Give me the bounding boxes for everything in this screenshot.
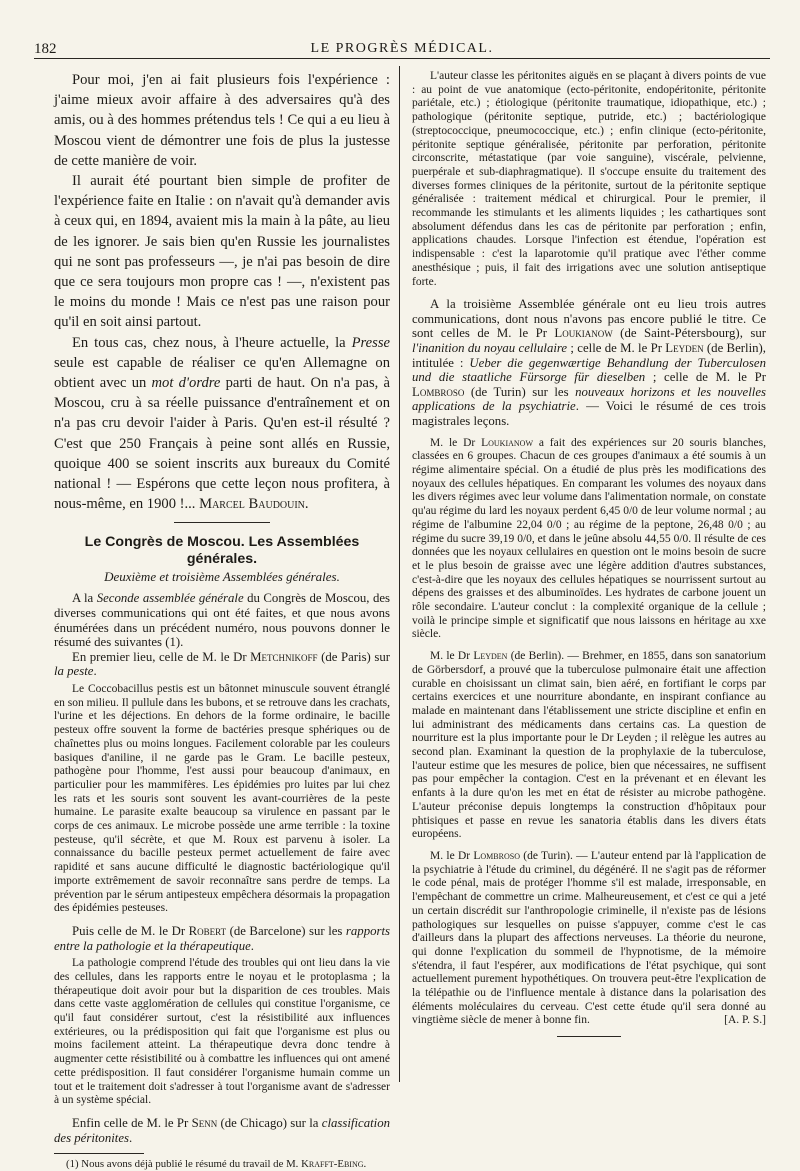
metchnikoff-paragraph: En premier lieu, celle de M. le Dr Metchnikoff (de Paris) sur la peste. <box>54 649 390 679</box>
section-subtitle: Deuxième et troisième Assemblées générales. <box>104 569 340 585</box>
section-rule <box>174 522 270 523</box>
peritonites-summary: L'auteur classe les péritonites aiguës en se plaçant à divers points de vue : au point de vue anatomique (ecto-péritonite, endopéritonite, péritonite pariétale, etc.) ; étiologique (péritonite traumatique, idiopathique, etc.) ; pathologique (péritonite septique, putride, etc.) ; bactériologique (streptococcique, pneumococcique, etc.) ; enfin clinique (ecto-péritonite, péritonite septique généralisée, péritonite par perforation, péritonite circonscrite, métastatique (par voie sanguine), viscérale, pelvienne, puerpérale et sub-diaphragmatique). Il s'occupe ensuite du traitement des diverses formes cliniques de la péritonite, surtout de la péritonite septique généralisée : traitement médical et chirurgical. Pour le premier, il recommande les stimulants et les aliments liquides ; les cathartiques sont absolument défendus dans les cas de péritonite par perforation ; enfin, applications chaudes. Lorsque l'infection est étendue, l'opération est indispensable : c'est la laparotomie qu'il pratique avec l'éther comme anesthésique ; puis, il fait des irrigations avec une solution antiseptique forte. <box>412 70 766 288</box>
footnote-rule <box>54 1153 144 1154</box>
intro-paragraph-last: En tous cas, chez nous, à l'heure actuelle, la Presse seule est capable de réaliser ce qu'en Allemagne on obtient avec un mot d'ordre parti de haut. On n'a pas, à Moscou, cru à sa réelle puissance d'entraînement et on n'a pas cru devoir l'aider à Paris. Qu'en est-il résulté ? C'est que 250 Français à peine sont allés en Russie, quoique 400 se soient inscrits aux bureaux du Comité national ! — Espérons que cette leçon nous profitera, à nous-même, en 1900 !... Marcel Baudouin. <box>54 334 390 513</box>
page-header <box>34 38 770 59</box>
section-title: Le Congrès de Moscou. Les Assemblées générales. <box>84 534 360 567</box>
footnote: (1) Nous avons déjà publié le résumé du travail de M. Krafft-Ebing. <box>66 1158 367 1171</box>
page-number: 182 <box>34 41 57 57</box>
end-rule <box>557 1036 621 1037</box>
signature: Marcel Baudouin. <box>199 496 309 513</box>
leyden-summary: M. le Dr Leyden (de Berlin). — Brehmer, en 1855, dans son sanatorium de Görbersdorf, a prouvé que la tuberculose pulmonaire était une affection curable en choisissant un climat sain, bien aéré, en fortifiant le corps par certains exercices et une nourriture abondante, en inspirant confiance au malade en maintenant dans l'établissement une stricte discipline et enfin en lui administrant des médicaments dans certains cas. La question de nourriture est la plus importante pour le Dr Leyden ; il relègue les autres au second plan. Examinant la question de la prophylaxie de la tuberculose, l'auteur estime que les mesures de police, bien que nécessaires, ne suffisent pas pour empêcher la contagion. C'est en la prévenant et en élevant les enfants à la dure qu'on les met en état de résister au microbe pathogène. L'auteur préconise depuis longtemps la construction d'hôpitaux pour phtisiques et passe en revue les sanatoria établis dans les divers états européens. <box>412 650 766 841</box>
right-column <box>412 70 766 1037</box>
robert-paragraph: Puis celle de M. le Dr Robert (de Barcelone) sur les rapports entre la pathologie et la thérapeutique. <box>54 923 391 953</box>
assemblee-paragraph: A la Seconde assemblée générale du Congrès de Moscou, des diverses communications qui ont été faites, et que nous avons énumérées dans un précédent numéro, nous pouvons donner le résumé des suivantes (1). <box>54 591 391 650</box>
intro-paragraph: Il aurait été pourtant bien simple de profiter de l'expérience faite en Italie : on n'avait qu'à demander avis à ceux qui, en 1894, avaient mis la main à la pâte, au lieu de les ignorer. Je sais bien qu'en Russie les journalistes qui ne sont pas professeurs —, je n'ai pas besoin de dire que ce sera toujours mon propre cas ! —, n'existent pas le moins du monde ! Mais ce n'est pas une raison pour qu'il en soit ainsi partout. <box>54 173 390 331</box>
loukianow-summary: M. le Dr Loukianow a fait des expériences sur 20 souris blanches, classées en 6 groupes. Chacun de ces groupes d'animaux a été soumis à un régime alimentaire spécial. On a étudié de plus près les modifications des noyaux des cellules hépatiques. En comparant les volumes des noyaux dans les divers régimes avec leur volume dans l'alimentation normale, on constate qu'au régime du lard les noyaux perdent 6,45 0/0 de leur volume normal ; au régime de l'albumine 22,04 0/0 ; au régime de la peptone, 26,48 0/0 ; au régime du sucre 39,19 0/0, et dans le jeûne absolu 44,55 0/0. Il résulte de ces données que les noyaux cellulaires en question ont le moins besoin de sucre et le plus besoin de graisse avec une légère addition d'autres substances, c'est-à-dire que les noyaux des cellules hépatiques se nourrissent surtout au dépens des graisses et des albuminoïdes. Les hydrates de carbone jouent un rôle secondaire. L'auteur conclut : la complexité organique de la cellule ; voilà le principe simple et significatif que nous laissons en héritage au xxe siècle. <box>412 436 766 641</box>
pathologie-summary: La pathologie comprend l'étude des troubles qui ont lieu dans la vie des cellules, dans les rapports entre le noyau et le protoplasma ; la thérapeutique doit avoir pour but la disparition de ces troubles. Mais dans cette vaste agglomération de cellules qui constitue l'organisme, ce qu'il faut considérer surtout, c'est la résistibilité aux influences extérieures, ou la prédisposition qui fait que l'organisme est plus ou moins facilement atteint. La thérapeutique devra donc tendre à augmenter cette résistibilité ou à combattre les influences qui ont amené cette prédisposition. Il faut considérer l'organisme humain comme un tout et le traitement doit s'adresser à tout l'organisme avant de s'adresser à un système spécial. <box>54 957 390 1107</box>
intro-paragraph: Pour moi, j'en ai fait plusieurs fois l'expérience : j'aime mieux avoir affaire à des adversaires qu'à des amis, ou à des hommes prétendus tels ! Ce qui a eu lieu à Moscou vient de démontrer une fois de plus la justesse de cette manière de voir. <box>54 72 390 169</box>
troisieme-assemblee-paragraph: A la troisième Assemblée générale ont eu lieu trois autres communications, dont nous n'avons pas encore publié le titre. Ce sont celles de M. le Pr Loukianow (de Saint-Pétersbourg), sur l'inanition du noyau cellulaire ; celle de M. le Pr Leyden (de Berlin), intitulée : Ueber die gegenwærtige Behandlung der Tuberculosen und die staatliche Fürsorge für dieselben ; celle de M. le Pr Lombroso (de Turin) sur les nouveaux horizons et les nouvelles applications de la psychiatrie. — Voici le résumé de ces trois magistrales leçons. <box>412 297 767 428</box>
signature: [A. P. S.] <box>724 1014 766 1027</box>
lombroso-summary: M. le Dr Lombroso (de Turin). — L'auteur entend par là l'application de la psychiatrie à l'étude du criminel, du dégénéré. Il ne s'agit pas de réformer le code pénal, mais de protéger l'homme s'il est malade, irresponsable, en l'empêchant de commettre un crime. Malheureusement, et c'est ce qui a jeté un certain discrédit sur l'anthropologie criminelle, il n'existe pas de lésions pathologiques sur lesquelles on puisse s'appuyer, comme c'est le cas d'ailleurs dans la plupart des affections nerveuses. La théorie du neurone, qui donne l'explication du sommeil de l'hypnotisme, de la mémoire s'étendra, il faut l'espérer, aux modifications de l'état psychique, qui sont actuellement purement hypothétiques. On trouvera peut-être l'explication de la télépathie ou de l'influence mentale à distance dans la polarisation des éléments moléculaires du cerveau. C'est cette étude qu'il sera donné au vingtième siècle de mener à bonne fin. [A. P. S.] <box>412 849 766 1027</box>
running-title: LE PROGRÈS MÉDICAL. <box>310 41 494 56</box>
peste-summary: Le Coccobacillus pestis est un bâtonnet minuscule souvent étranglé en son milieu. Il pullule dans les bubons, et se retrouve dans les crachats, l'urine et les déjections. En dehors de la forme ordinaire, le bacille pesteux offre souvent la forme de bactéries presque sphériques ou de chaînettes plus ou moins longues. Facilement colorable par les couleurs basiques d'aniline, il ne garde pas le Gram. Le bacille pesteux, pathogène pour l'homme, l'est aussi pour beaucoup d'animaux, en particulier pour les mammifères. Les épidémies pro luites par lui chez les rats et les souris sont souvent les avant-courrières de la peste humaine. Le parasite exalte beaucoup sa virulence en passant par le corps de ces animaux. Le microbe possède une arme terrible : la toxine pesteuse, qu'il sécrète, et que M. Roux est parvenu à isoler. La connaissance du bacille pesteux permet actuellement de faire avec rapidité et sans aucune difficulté le diagnostic bactériologique qu'il importe extrêmement de savoir reconnaître sans perdre de temps. La prévention par le sérum antipesteux empêchera désormais la propagation des épidémies pesteuses. <box>54 683 390 915</box>
senn-paragraph: Enfin celle de M. le Pr Senn (de Chicago) sur la classification des péritonites. <box>54 1115 391 1145</box>
column-divider <box>399 66 400 1082</box>
left-column <box>54 70 390 1171</box>
